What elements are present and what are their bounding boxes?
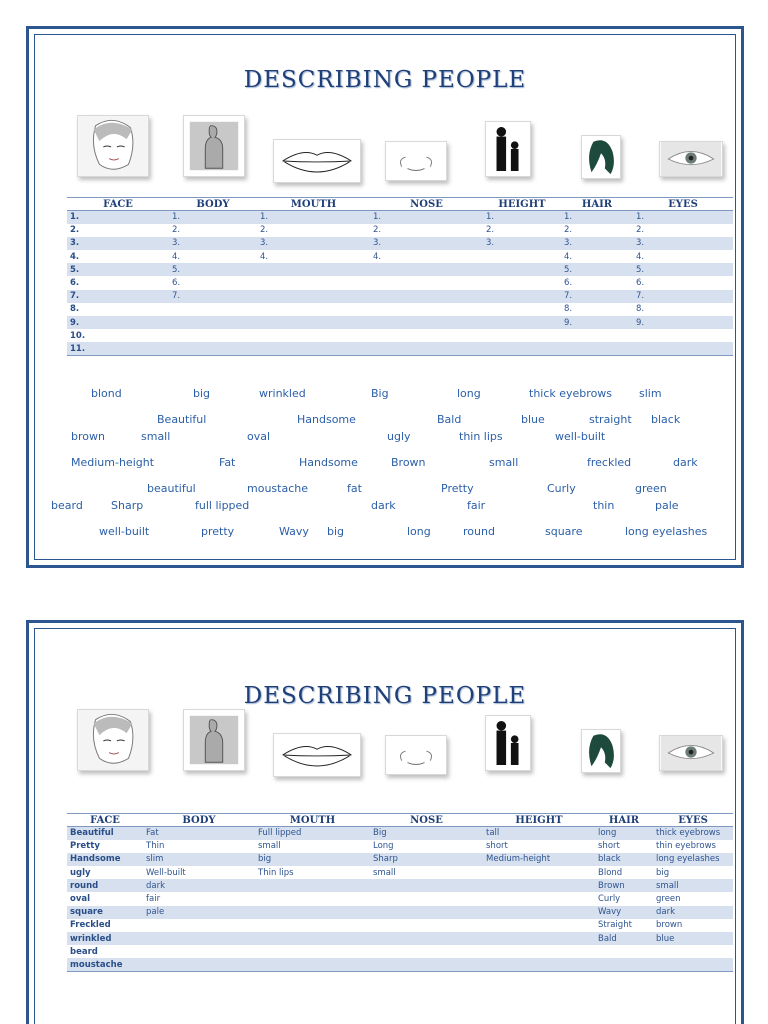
table-cell [370, 303, 483, 316]
table-row [67, 276, 733, 289]
table-cell: 6. [70, 278, 80, 289]
table-cell: square [67, 906, 143, 919]
table-cell: blue [653, 932, 733, 945]
table-cell: 3. [370, 237, 483, 250]
table-cell [169, 316, 257, 329]
table-cell: small [373, 867, 396, 878]
table-cell: 6. [564, 278, 573, 289]
table-cell: Sharp [370, 853, 483, 866]
word-item: big [327, 525, 345, 538]
column-header-mouth: MOUTH [255, 814, 370, 827]
word-item: Curly [547, 482, 576, 495]
table-cell: 3. [483, 237, 561, 250]
table-cell: round [67, 879, 143, 892]
table-row [67, 303, 733, 316]
table-cell [370, 342, 483, 355]
table-row [67, 211, 733, 224]
table-cell [370, 958, 483, 971]
face-picture-icon [77, 709, 149, 771]
word-item: ugly [387, 430, 411, 443]
table-cell: 3. [561, 237, 633, 250]
word-item: thin lips [459, 430, 503, 443]
column-header-hair: HAIR [561, 198, 633, 211]
table-cell: Freckled [70, 920, 111, 931]
column-header-hair: HAIR [595, 814, 653, 827]
table-cell: 5. [561, 263, 633, 276]
word-bank [29, 379, 747, 549]
table-cell: 2. [373, 225, 382, 236]
table-cell [370, 879, 483, 892]
table-cell [143, 945, 255, 958]
table-cell: 9. [67, 316, 169, 329]
table-cell: Fat [143, 827, 255, 840]
table-row [67, 329, 733, 342]
column-header-height: HEIGHT [483, 814, 595, 827]
table-cell: dark [143, 879, 255, 892]
table-row [67, 827, 733, 840]
table-cell [483, 303, 561, 316]
table-cell [483, 932, 595, 945]
table-cell: Thin [146, 841, 165, 852]
table-cell: tall [483, 827, 595, 840]
table-cell: Well-built [146, 867, 186, 878]
table-cell [483, 276, 561, 289]
table-cell [257, 290, 370, 303]
table-cell [257, 342, 370, 355]
word-item: blond [91, 387, 122, 400]
table-cell: 3. [633, 237, 733, 250]
table-cell: Curly [598, 894, 621, 905]
hair-icon [581, 729, 621, 773]
page-title: DESCRIBING PEOPLE [243, 683, 527, 709]
table-cell: 7. [169, 290, 257, 303]
word-item: thick eyebrows [529, 387, 613, 400]
nose-icon [385, 735, 447, 775]
table-cell: Thin lips [258, 867, 294, 878]
table-cell: 9. [561, 316, 633, 329]
word-item: wrinkled [259, 387, 306, 400]
table-cell [255, 919, 370, 932]
table-cell: ugly [70, 867, 91, 878]
table-cell: 1. [169, 211, 257, 224]
word-item: dark [673, 456, 698, 469]
word-item: blue [521, 413, 545, 426]
table-cell: 10. [70, 330, 86, 341]
table-row [67, 866, 733, 879]
column-header-height: HEIGHT [483, 198, 561, 211]
word-item: fair [467, 499, 486, 512]
word-item: freckled [587, 456, 632, 469]
table-cell [255, 958, 370, 971]
table-cell [483, 906, 595, 919]
word-item: well-built [555, 430, 606, 443]
table-cell: 11. [67, 342, 169, 355]
table-cell [653, 945, 733, 958]
word-item: round [463, 525, 495, 538]
table-cell: 1. [633, 211, 733, 224]
word-item: Medium-height [71, 456, 155, 469]
table-cell [255, 932, 370, 945]
table-cell: long [595, 827, 653, 840]
word-item: well-built [99, 525, 150, 538]
hair-icon [581, 135, 621, 179]
table-cell [257, 276, 370, 289]
table-cell: 4. [260, 251, 269, 262]
word-item: straight [589, 413, 632, 426]
table-cell [143, 919, 255, 932]
table-cell [653, 958, 733, 971]
column-header-eyes: EYES [653, 814, 733, 827]
table-cell [483, 263, 561, 276]
table-cell: 2. [70, 225, 80, 236]
table-cell [483, 316, 561, 329]
table-cell: 1. [257, 211, 370, 224]
table-cell [370, 290, 483, 303]
table-cell: 8. [70, 304, 80, 315]
word-item: small [141, 430, 171, 443]
table-cell: brown [656, 920, 683, 931]
word-item: long eyelashes [625, 525, 708, 538]
page-title: DESCRIBING PEOPLE [243, 67, 527, 93]
table-cell [595, 945, 653, 958]
table-cell: 1. [561, 211, 633, 224]
answer-table [67, 813, 733, 972]
table-cell: Long [373, 841, 394, 852]
table-cell: small [258, 841, 281, 852]
table-cell: Blond [598, 867, 623, 878]
table-row [67, 290, 733, 303]
table-cell [257, 303, 370, 316]
table-cell: big [255, 853, 370, 866]
table-row [67, 250, 733, 263]
table-cell [255, 892, 370, 905]
word-item: long [407, 525, 431, 538]
worksheet-page [26, 26, 744, 568]
worksheet-table [67, 197, 733, 356]
word-item: dark [371, 499, 396, 512]
table-cell: short [598, 841, 620, 852]
table-cell: green [656, 894, 681, 905]
table-cell [483, 892, 595, 905]
table-row [67, 879, 733, 892]
table-cell: big [656, 867, 670, 878]
table-cell [370, 316, 483, 329]
table-cell: Pretty [70, 841, 100, 852]
table-row [67, 237, 733, 250]
word-item: long [457, 387, 481, 400]
table-cell [143, 958, 255, 971]
table-cell [483, 866, 595, 879]
table-cell [370, 919, 483, 932]
column-header-face: FACE [67, 814, 143, 827]
word-item: beard [51, 499, 83, 512]
table-cell: 5. [67, 263, 169, 276]
table-cell [483, 958, 595, 971]
table-cell: Medium-height [483, 853, 595, 866]
table-row [67, 906, 733, 919]
word-item: green [635, 482, 667, 495]
table-cell [483, 250, 561, 263]
table-row [67, 945, 733, 958]
table-cell: 9. [633, 316, 733, 329]
table-cell [561, 342, 633, 355]
table-row [67, 892, 733, 905]
table-cell [257, 263, 370, 276]
word-item: Bald [437, 413, 462, 426]
table-cell: 1. [370, 211, 483, 224]
table-cell: beard [70, 946, 98, 957]
word-item: moustache [247, 482, 308, 495]
table-row [67, 342, 733, 355]
table-cell: black [595, 853, 653, 866]
table-cell: Full lipped [255, 827, 370, 840]
word-item: full lipped [195, 499, 250, 512]
table-cell [257, 329, 370, 342]
table-cell [255, 945, 370, 958]
table-cell [370, 329, 483, 342]
answer-key-page [26, 620, 744, 1024]
table-cell: Bald [595, 932, 653, 945]
word-item: Handsome [297, 413, 356, 426]
table-cell: 2. [486, 225, 495, 236]
table-cell: 2. [564, 225, 573, 236]
word-item: small [489, 456, 519, 469]
table-row [67, 932, 733, 945]
column-header-nose: NOSE [370, 814, 483, 827]
table-cell: 2. [172, 225, 181, 236]
table-cell: oval [70, 894, 91, 905]
table-cell [483, 329, 561, 342]
table-cell [595, 958, 653, 971]
word-item: Sharp [111, 499, 144, 512]
table-row [67, 840, 733, 853]
nose-icon [385, 141, 447, 181]
table-cell: 8. [564, 304, 573, 315]
word-item: Fat [219, 456, 236, 469]
table-cell: 2. [636, 225, 645, 236]
table-cell: fair [146, 894, 161, 905]
table-cell [483, 879, 595, 892]
eye-icon [659, 141, 723, 177]
table-cell: 4. [172, 251, 181, 262]
word-item: pretty [201, 525, 235, 538]
word-item: Brown [391, 456, 426, 469]
face-picture-icon [77, 115, 149, 177]
table-cell: 3. [169, 237, 257, 250]
table-cell [633, 342, 733, 355]
table-cell: long eyelashes [653, 853, 733, 866]
table-cell: wrinkled [67, 932, 143, 945]
table-cell [370, 945, 483, 958]
word-item: Wavy [279, 525, 309, 538]
table-cell: 1. [483, 211, 561, 224]
table-cell [143, 932, 255, 945]
table-cell: thick eyebrows [653, 827, 733, 840]
table-cell [370, 932, 483, 945]
table-cell: 4. [373, 251, 382, 262]
height-silhouette-icon [485, 715, 531, 771]
table-cell: pale [143, 906, 255, 919]
table-cell [483, 919, 595, 932]
table-cell: 5. [633, 263, 733, 276]
table-cell: Handsome [67, 853, 143, 866]
table-cell: 3. [67, 237, 169, 250]
table-cell: thin eyebrows [656, 841, 716, 852]
table-cell [169, 329, 257, 342]
table-cell: moustache [67, 958, 143, 971]
table-cell: 3. [257, 237, 370, 250]
word-item: Beautiful [157, 413, 207, 426]
table-cell: 7. [561, 290, 633, 303]
table-cell: 7. [633, 290, 733, 303]
table-cell: short [486, 841, 508, 852]
table-row [67, 263, 733, 276]
column-header-eyes: EYES [633, 198, 733, 211]
table-cell: 8. [636, 304, 645, 315]
table-cell [169, 342, 257, 355]
height-silhouette-icon [485, 121, 531, 177]
table-cell [370, 276, 483, 289]
table-cell: Brown [595, 879, 653, 892]
column-header-body: BODY [169, 198, 257, 211]
table-cell [255, 879, 370, 892]
table-cell [257, 316, 370, 329]
table-row [67, 958, 733, 971]
mouth-lips-icon [273, 139, 361, 183]
table-cell: 4. [564, 251, 573, 262]
word-item: Handsome [299, 456, 358, 469]
table-row [67, 224, 733, 237]
table-row [67, 919, 733, 932]
table-cell [483, 945, 595, 958]
table-cell: Beautiful [67, 827, 143, 840]
table-cell: dark [653, 906, 733, 919]
mouth-lips-icon [273, 733, 361, 777]
table-cell: Straight [598, 920, 632, 931]
table-cell: 6. [172, 278, 181, 289]
word-item: fat [347, 482, 362, 495]
word-item: slim [639, 387, 662, 400]
table-cell [255, 906, 370, 919]
word-item: Big [371, 387, 389, 400]
table-cell [370, 906, 483, 919]
table-cell [169, 303, 257, 316]
word-item: pale [655, 499, 679, 512]
column-header-nose: NOSE [370, 198, 483, 211]
word-item: Pretty [441, 482, 474, 495]
table-cell: 2. [260, 225, 269, 236]
word-item: square [545, 525, 583, 538]
table-cell [483, 342, 561, 355]
word-item: black [651, 413, 681, 426]
word-item: thin [593, 499, 615, 512]
table-cell: 5. [169, 263, 257, 276]
table-cell [370, 263, 483, 276]
column-header-body: BODY [143, 814, 255, 827]
table-cell: Wavy [595, 906, 653, 919]
eye-icon [659, 735, 723, 771]
table-cell: small [653, 879, 733, 892]
table-row [67, 316, 733, 329]
word-item: oval [247, 430, 271, 443]
table-cell: 1. [67, 211, 169, 224]
table-cell [370, 892, 483, 905]
word-item: beautiful [147, 482, 196, 495]
body-silhouette-icon [183, 115, 245, 177]
table-row [67, 853, 733, 866]
body-silhouette-icon [183, 709, 245, 771]
table-cell: 4. [70, 251, 80, 262]
table-cell: 6. [636, 278, 645, 289]
word-item: big [193, 387, 211, 400]
table-cell [561, 329, 633, 342]
column-header-face: FACE [67, 198, 169, 211]
table-cell: 4. [636, 251, 645, 262]
table-cell [633, 329, 733, 342]
table-cell: slim [143, 853, 255, 866]
table-cell: Big [370, 827, 483, 840]
column-header-mouth: MOUTH [257, 198, 370, 211]
table-cell: 7. [67, 290, 169, 303]
table-cell [483, 290, 561, 303]
word-item: brown [71, 430, 105, 443]
